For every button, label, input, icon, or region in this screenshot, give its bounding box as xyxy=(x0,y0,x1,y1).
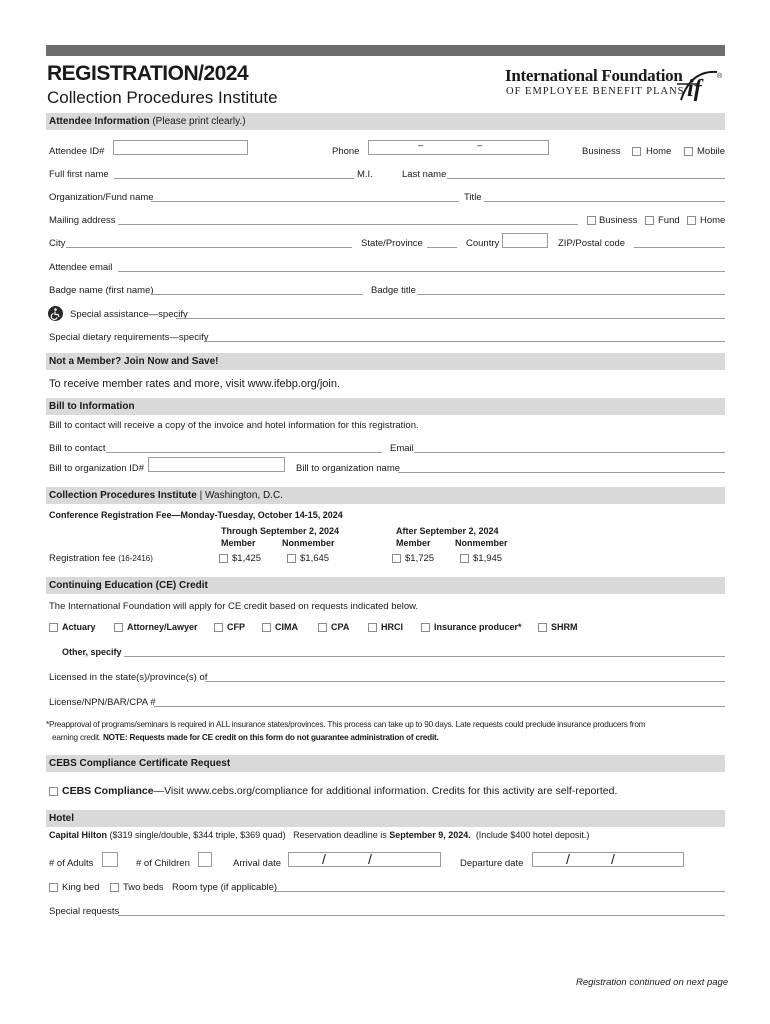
join-text: To receive member rates and more, visit www.ifebp.org/join. xyxy=(49,378,341,390)
email-label: Attendee email xyxy=(49,262,113,273)
mailing-address-field[interactable] xyxy=(118,224,578,225)
num-children-label: # of Children xyxy=(136,858,190,869)
ce-actuary-checkbox[interactable] xyxy=(49,623,58,632)
country-field[interactable] xyxy=(502,233,548,248)
badge-title-label: Badge title xyxy=(371,285,416,296)
num-adults-field[interactable] xyxy=(102,852,118,867)
ce-cima-checkbox[interactable] xyxy=(262,623,271,632)
first-name-field[interactable] xyxy=(114,178,354,179)
state-field[interactable] xyxy=(427,247,457,248)
hotel-section-title: Hotel xyxy=(49,813,74,824)
ce-footnote-1: *Preapproval of programs/seminars is required in ALL insurance states/provinces. This process can take up to 90 days. Late requests could preclude insurance producers from xyxy=(46,720,646,729)
page-subtitle: Collection Procedures Institute xyxy=(47,88,278,107)
foundation-logo xyxy=(505,66,727,106)
join-section-title: Not a Member? Join Now and Save! xyxy=(49,356,219,367)
conference-section-title: Collection Procedures Institute xyxy=(49,490,197,501)
city-label: City xyxy=(49,238,66,249)
registered-mark: ® xyxy=(717,73,723,80)
first-name-label: Full first name xyxy=(49,169,109,180)
ce-cfp-checkbox[interactable] xyxy=(214,623,223,632)
special-assistance-label: Special assistance—specify xyxy=(70,309,188,320)
two-beds-label: Two beds xyxy=(123,882,164,893)
attendee-id-label: Attendee ID# xyxy=(49,146,105,157)
arrival-field[interactable] xyxy=(288,852,441,867)
last-name-label: Last name xyxy=(402,169,447,180)
city-field[interactable] xyxy=(66,247,352,248)
logo-line-1: International Foundation xyxy=(505,66,683,85)
phone-mobile-label: Mobile xyxy=(697,146,725,157)
phone-dash-1: – xyxy=(418,140,424,151)
phone-field[interactable] xyxy=(368,140,549,155)
ce-insurance-label: Insurance producer* xyxy=(434,622,522,632)
phone-label: Phone xyxy=(332,146,360,157)
ce-cpa-checkbox[interactable] xyxy=(318,623,327,632)
king-bed-checkbox[interactable] xyxy=(49,883,58,892)
special-requests-label: Special requests xyxy=(49,906,120,917)
hotel-info xyxy=(49,830,589,841)
room-type-label: Room type (if applicable) xyxy=(172,882,278,893)
bill-contact-field[interactable] xyxy=(106,452,382,453)
org-name-field[interactable] xyxy=(151,201,459,202)
fee-after-nonmember: $1,945 xyxy=(473,553,503,564)
attendee-section-note: (Please print clearly.) xyxy=(152,116,246,127)
reg-fee-text: Registration fee xyxy=(49,553,116,564)
badge-title-field[interactable] xyxy=(417,294,725,295)
attendee-section-title: Attendee Information xyxy=(49,116,150,127)
continued-note: Registration continued on next page xyxy=(576,977,729,988)
section-attendee xyxy=(46,113,725,130)
ce-footnote-2 xyxy=(52,732,439,743)
ce-footnote-2a: earning credit. xyxy=(52,733,101,742)
badge-name-field[interactable] xyxy=(151,294,363,295)
email-field[interactable] xyxy=(118,271,725,272)
reg-fee-label xyxy=(49,553,153,564)
ce-actuary-label: Actuary xyxy=(62,622,96,632)
title-label: Title xyxy=(464,192,482,203)
address-business-checkbox[interactable] xyxy=(587,216,596,225)
cebs-text-body: —Visit www.cebs.org/compliance for additional information. Credits for this activity are self-reported. xyxy=(153,785,618,797)
hotel-rates: ($319 single/double, $344 triple, $369 quad) xyxy=(109,830,286,840)
arrival-label: Arrival date xyxy=(233,858,282,869)
ce-section-title: Continuing Education (CE) Credit xyxy=(49,580,208,591)
accessibility-icon xyxy=(48,306,63,321)
ce-attorney-label: Attorney/Lawyer xyxy=(127,622,198,632)
org-name-label: Organization/Fund name xyxy=(49,192,154,203)
section-hotel xyxy=(46,810,725,827)
hotel-deadline-prefix: Reservation deadline is xyxy=(293,830,387,840)
section-join xyxy=(46,353,725,370)
mi-label: M.I. xyxy=(357,169,373,180)
arrival-slash-2: / xyxy=(368,851,372,867)
ce-footnote-2b: NOTE: Requests made for CE credit on this form do not guarantee administration of credit. xyxy=(102,733,439,742)
fee-through-member: $1,425 xyxy=(232,553,262,564)
address-fund-checkbox[interactable] xyxy=(645,216,654,225)
bill-email-field[interactable] xyxy=(414,452,725,453)
section-bill-to xyxy=(46,398,725,415)
section-cebs xyxy=(46,755,725,772)
cebs-bold: CEBS Compliance xyxy=(62,785,154,797)
dietary-label: Special dietary requirements—specify xyxy=(49,332,209,343)
departure-slash-1: / xyxy=(566,851,570,867)
after-date-label: After September 2, 2024 xyxy=(396,526,499,536)
bill-note: Bill to contact will receive a copy of the invoice and hotel information for this registration. xyxy=(49,420,419,431)
ce-intro: The International Foundation will apply for CE credit based on requests indicated below. xyxy=(49,601,419,612)
zip-field[interactable] xyxy=(634,247,725,248)
mailing-address-label: Mailing address xyxy=(49,215,116,226)
address-home-checkbox[interactable] xyxy=(687,216,696,225)
country-label: Country xyxy=(466,238,500,249)
logo-line-2: OF EMPLOYEE BENEFIT PLANS xyxy=(506,86,685,97)
licensed-field[interactable] xyxy=(205,681,725,682)
address-fund-label: Fund xyxy=(658,215,680,226)
num-children-field[interactable] xyxy=(198,852,212,867)
ce-other-label: Other, specify xyxy=(62,647,122,657)
state-label: State/Province xyxy=(361,238,423,249)
attendee-id-field[interactable] xyxy=(113,140,248,155)
reg-fee-code: (16-2416) xyxy=(118,554,153,563)
address-business-label: Business xyxy=(599,215,638,226)
license-number-field[interactable] xyxy=(154,706,725,707)
fee-through-nonmember-checkbox[interactable] xyxy=(287,554,296,563)
ce-shrm-checkbox[interactable] xyxy=(538,623,547,632)
cebs-checkbox[interactable] xyxy=(49,787,58,796)
zip-label: ZIP/Postal code xyxy=(558,238,626,249)
departure-slash-2: / xyxy=(611,851,615,867)
fee-through-member-checkbox[interactable] xyxy=(219,554,228,563)
ce-hrci-checkbox[interactable] xyxy=(368,623,377,632)
top-rule xyxy=(46,45,725,56)
address-home-label: Home xyxy=(700,215,726,226)
page-title: REGISTRATION/2024 xyxy=(47,62,249,85)
fee-after-nonmember-checkbox[interactable] xyxy=(460,554,469,563)
badge-name-label: Badge name (first name) xyxy=(49,285,154,296)
ce-other-field[interactable] xyxy=(124,656,725,657)
through-nonmember-label: Nonmember xyxy=(282,538,335,548)
if-logo-icon xyxy=(677,66,725,104)
ce-cpa-label: CPA xyxy=(331,622,350,632)
last-name-field[interactable] xyxy=(447,178,725,179)
title-field[interactable] xyxy=(484,201,725,202)
section-conference xyxy=(46,487,725,504)
cebs-text xyxy=(62,785,617,798)
through-date-label: Through September 2, 2024 xyxy=(221,526,340,536)
num-adults-label: # of Adults xyxy=(49,858,94,869)
ce-cima-label: CIMA xyxy=(275,622,298,632)
licensed-label: Licensed in the state(s)/province(s) of xyxy=(49,672,208,683)
bill-section-title: Bill to Information xyxy=(49,401,135,412)
conference-location: | Washington, D.C. xyxy=(199,490,283,501)
after-member-label: Member xyxy=(396,538,431,548)
bill-org-name-label: Bill to organization name xyxy=(296,463,401,474)
hotel-deposit: (Include $400 hotel deposit.) xyxy=(475,830,590,840)
ce-insurance-checkbox[interactable] xyxy=(421,623,430,632)
phone-home-checkbox[interactable] xyxy=(684,147,693,156)
after-nonmember-label: Nonmember xyxy=(455,538,508,548)
bill-email-label: Email xyxy=(390,443,414,454)
phone-business-checkbox[interactable] xyxy=(632,147,641,156)
fee-after-member: $1,725 xyxy=(405,553,435,564)
king-bed-label: King bed xyxy=(62,882,100,893)
fee-heading: Conference Registration Fee—Monday-Tuesday, October 14-15, 2024 xyxy=(49,510,343,520)
departure-label: Departure date xyxy=(460,858,524,869)
license-number-label: License/NPN/BAR/CPA # xyxy=(49,697,156,708)
arrival-slash-1: / xyxy=(322,851,326,867)
two-beds-checkbox[interactable] xyxy=(110,883,119,892)
special-assistance-field[interactable] xyxy=(176,318,725,319)
bill-org-id-field[interactable] xyxy=(148,457,285,472)
phone-business-label: Business xyxy=(582,146,621,157)
bill-contact-label: Bill to contact xyxy=(49,443,106,454)
through-member-label: Member xyxy=(221,538,256,548)
ce-cfp-label: CFP xyxy=(227,622,245,632)
bill-org-name-field[interactable] xyxy=(398,472,725,473)
hotel-name: Capital Hilton xyxy=(49,830,107,840)
special-requests-field[interactable] xyxy=(118,915,725,916)
section-ce-credit xyxy=(46,577,725,594)
departure-field[interactable] xyxy=(532,852,684,867)
logo-mark: if xyxy=(687,76,702,102)
ce-shrm-label: SHRM xyxy=(551,622,578,632)
cebs-section-title: CEBS Compliance Certificate Request xyxy=(49,758,231,769)
fee-after-member-checkbox[interactable] xyxy=(392,554,401,563)
phone-home-label: Home xyxy=(646,146,672,157)
bill-org-id-label: Bill to organization ID# xyxy=(49,463,145,474)
dietary-field[interactable] xyxy=(206,341,725,342)
ce-hrci-label: HRCI xyxy=(381,622,403,632)
hotel-deadline-date: September 9, 2024. xyxy=(389,830,471,840)
phone-dash-2: – xyxy=(477,140,483,151)
fee-through-nonmember: $1,645 xyxy=(300,553,330,564)
ce-attorney-checkbox[interactable] xyxy=(114,623,123,632)
room-type-field[interactable] xyxy=(273,891,725,892)
